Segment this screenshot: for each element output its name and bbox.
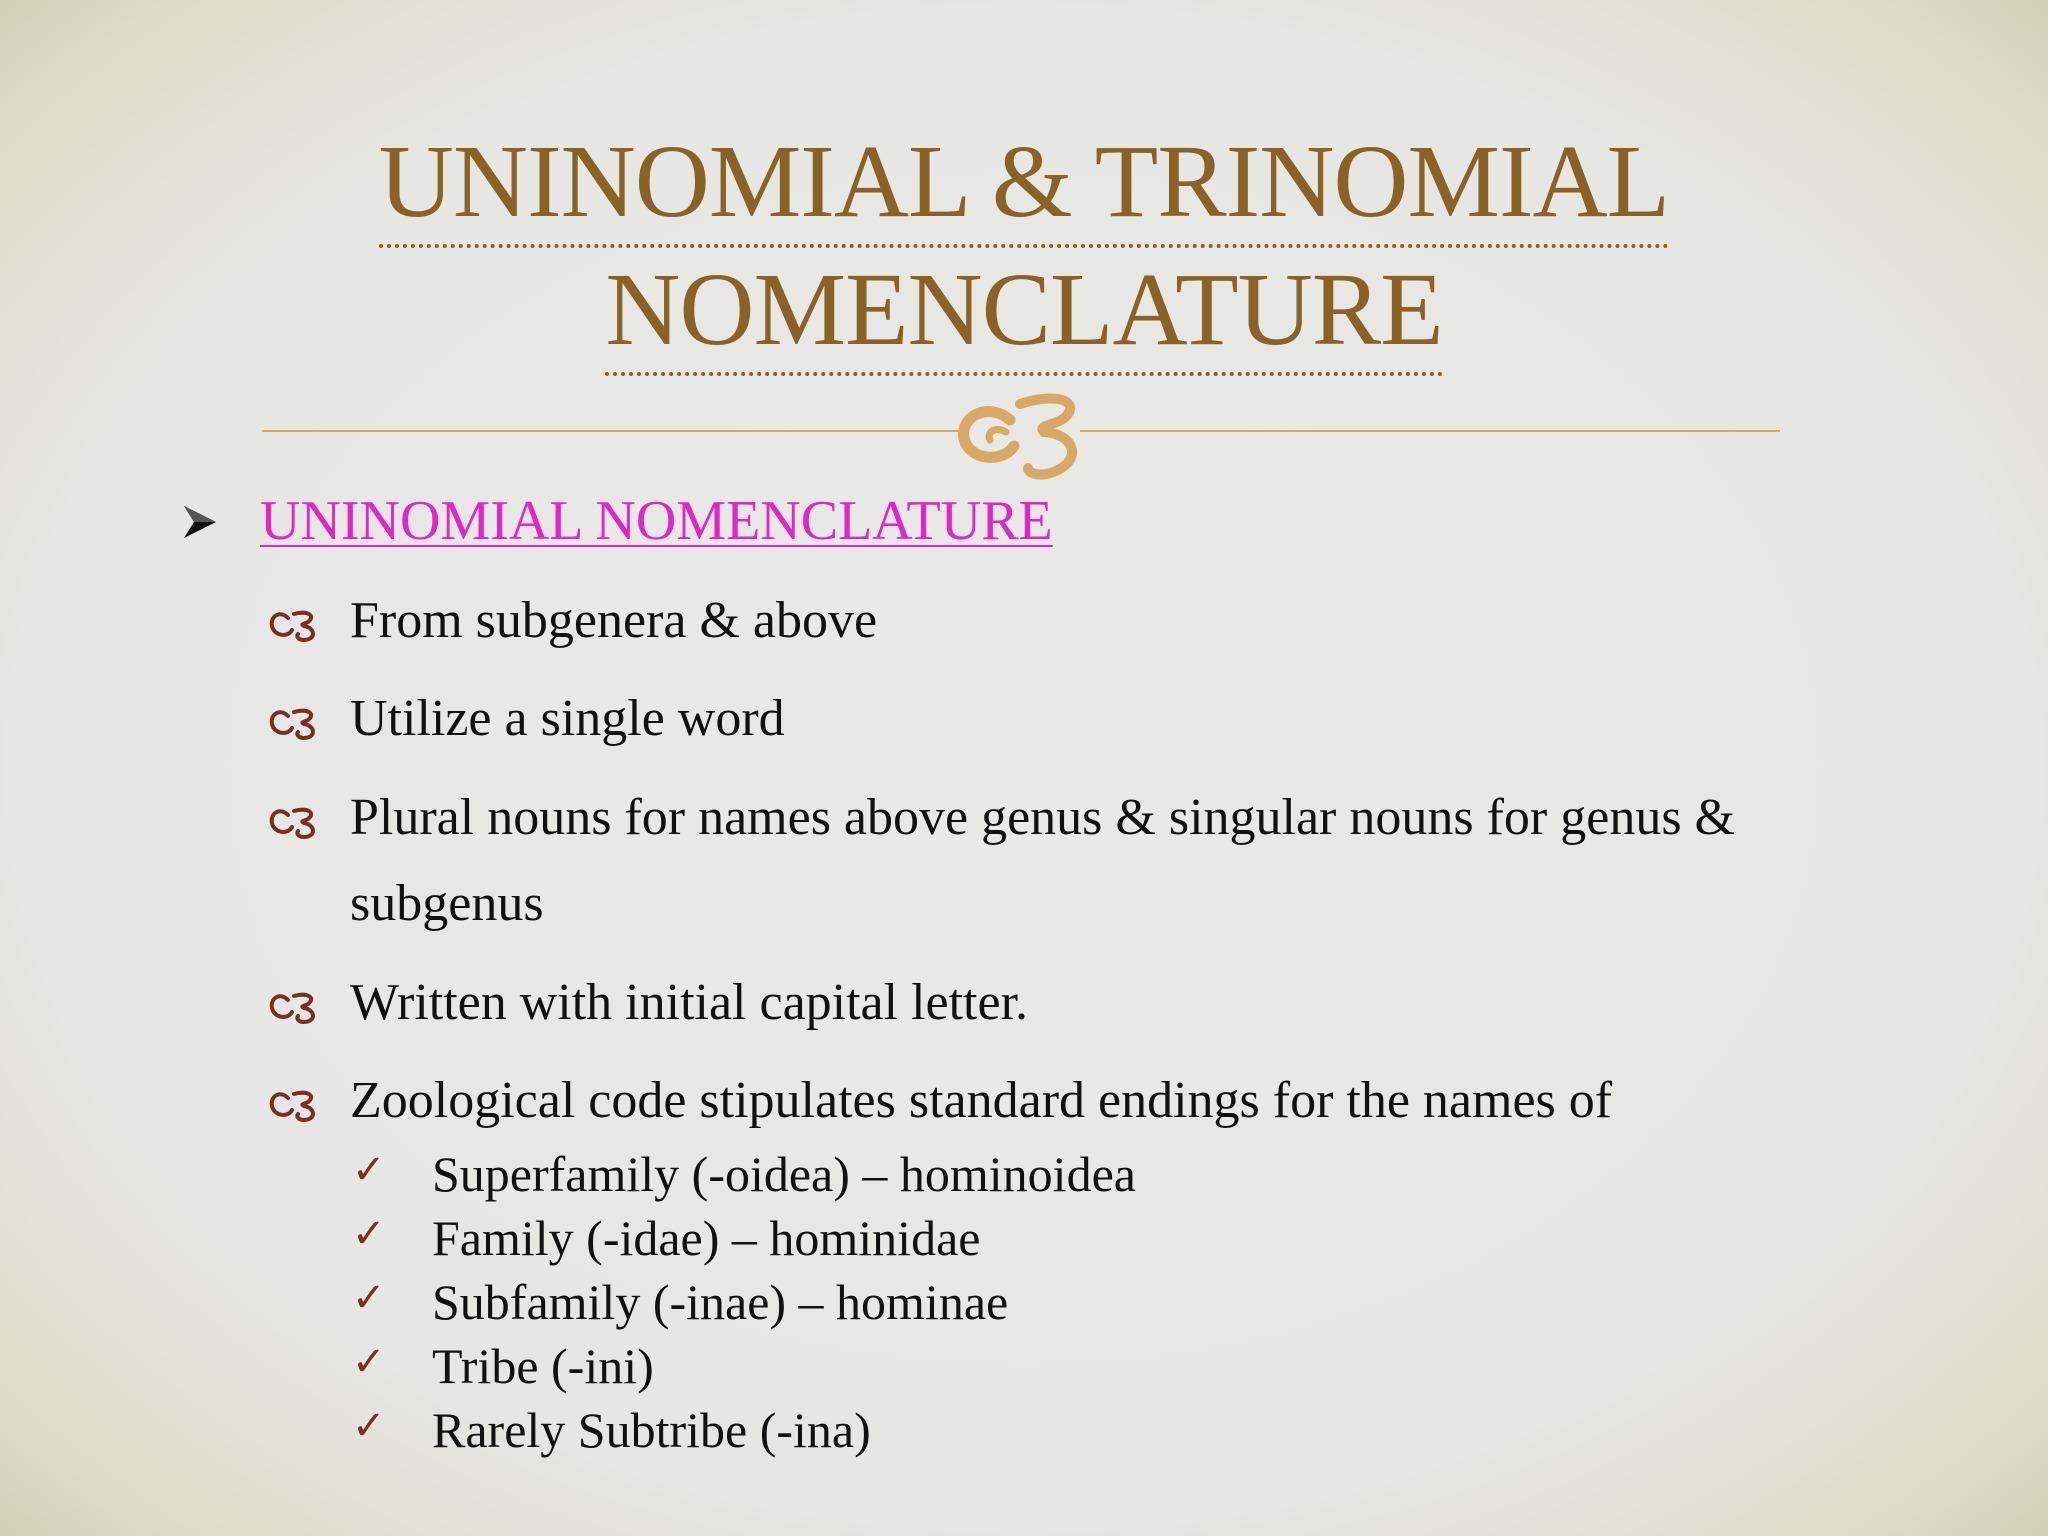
flourish-bullet-icon [268,704,320,740]
bullet-text: From subgenera & above [350,592,878,649]
sub-bullet-text: Subfamily (-inae) – hominae [432,1274,1009,1330]
title-divider-left [262,430,962,432]
flourish-ornament-icon [950,380,1100,480]
sub-bullet-text: Family (-idae) – hominidae [432,1210,981,1266]
checkmark-icon: ✓ [352,1339,386,1385]
sub-bullet-text: Superfamily (-oidea) – hominoidea [432,1146,1136,1202]
checkmark-icon: ✓ [352,1275,386,1321]
sub-bullet-text: Rarely Subtribe (-ina) [432,1402,871,1458]
bullet-text: Plural nouns for names above genus & singular nouns for genus & subgenus [350,789,1736,932]
title-divider-right [1080,430,1780,432]
arrow-bullet-icon [180,502,220,542]
checkmark-icon: ✓ [352,1147,386,1193]
title-line-2: NOMENCLATURE [605,248,1442,376]
flourish-bullet-icon [268,606,320,642]
slide-title [0,120,2048,376]
bullet-text: Zoological code stipulates standard endings for the names of [350,1072,1613,1129]
flourish-bullet-icon [268,988,320,1024]
bullet-text: Written with initial capital letter. [350,974,1029,1031]
checkmark-icon: ✓ [352,1211,386,1257]
sub-bullet-text: Tribe (-ini) [432,1338,654,1394]
checkmark-icon: ✓ [352,1403,386,1449]
section-heading-link[interactable]: UNINOMIAL NOMENCLATURE [260,490,1053,552]
flourish-bullet-icon [268,1086,320,1122]
title-line-1: UNINOMIAL & TRINOMIAL [379,120,1669,248]
bullet-text: Utilize a single word [350,690,785,747]
flourish-bullet-icon [268,803,320,839]
